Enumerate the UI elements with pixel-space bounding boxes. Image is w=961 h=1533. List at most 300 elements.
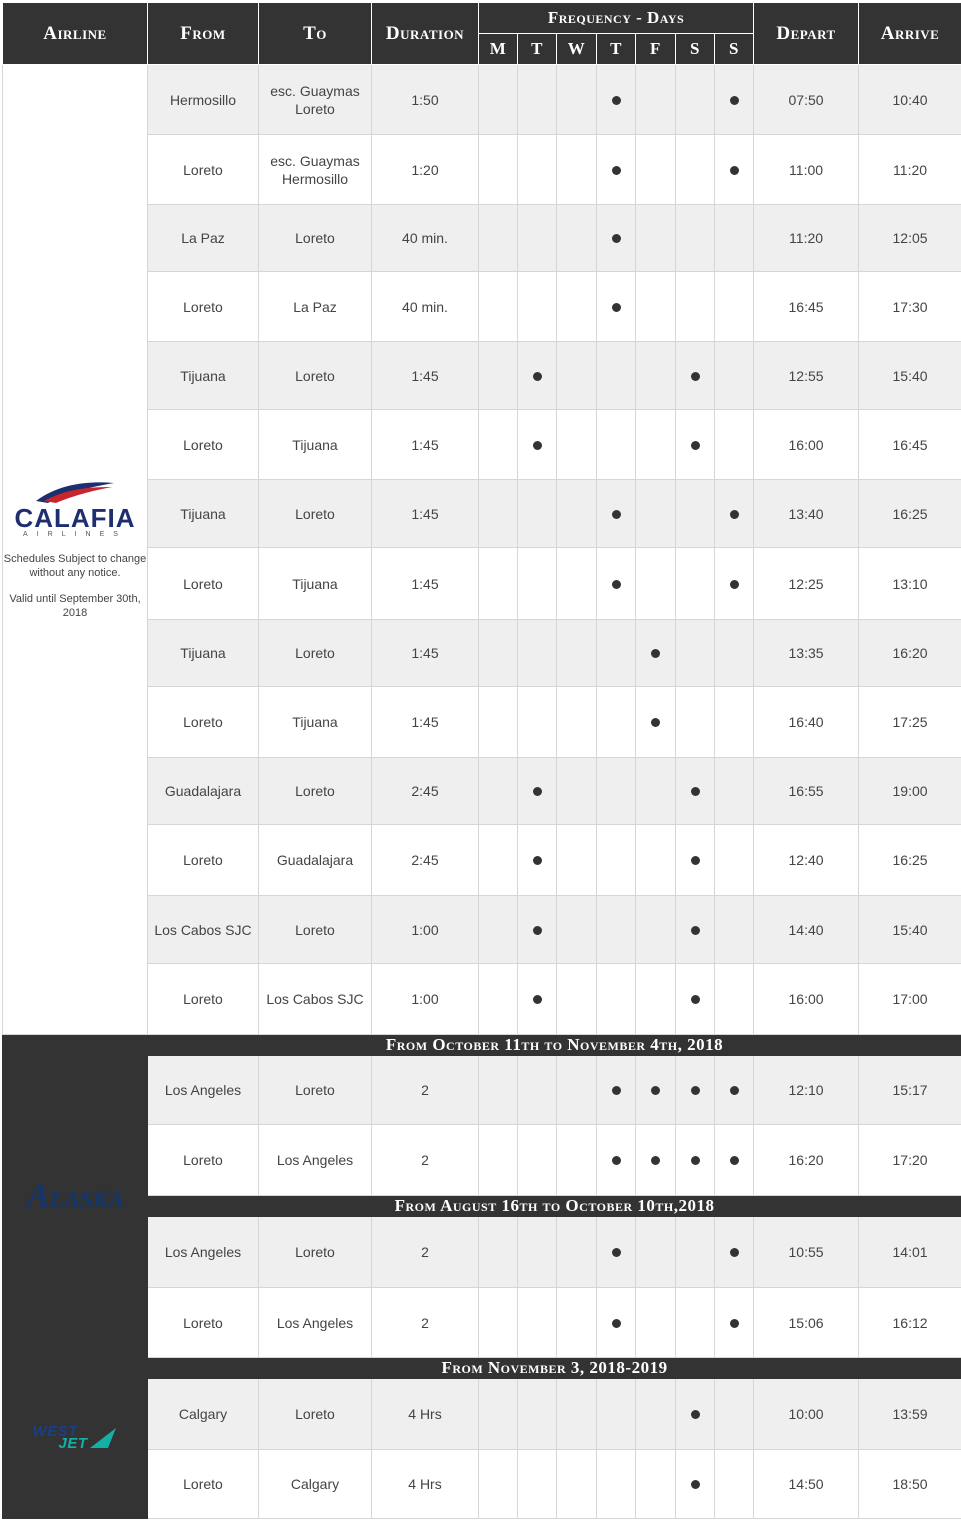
day-cell-wed [557,687,597,758]
flight-day-dot-icon [691,1480,700,1489]
from-cell: Loreto [148,135,259,205]
from-cell: Guadalajara [148,758,259,825]
depart-cell: 07:50 [754,65,859,135]
day-cell-sat [676,1288,715,1358]
to-cell: Los Angeles [259,1288,372,1358]
depart-cell: 13:40 [754,480,859,548]
depart-cell: 16:45 [754,272,859,342]
day-cell-sat [676,620,715,687]
duration-cell: 1:50 [372,65,479,135]
flight-day-dot-icon [691,1156,700,1165]
to-cell: Los Cabos SJC [259,964,372,1035]
day-cell-thu [597,825,636,896]
flight-day-dot-icon [691,1410,700,1419]
day-cell-tue [518,1125,557,1196]
to-cell: esc. Guaymas Loreto [259,65,372,135]
day-cell-fri [636,1450,676,1519]
from-cell: Los Angeles [148,1217,259,1288]
day-cell-wed [557,1056,597,1125]
day-cell-wed [557,205,597,272]
duration-cell: 2 [372,1056,479,1125]
day-cell-wed [557,410,597,480]
day-cell-fri [636,758,676,825]
day-cell-thu [597,964,636,1035]
flight-day-dot-icon [612,166,621,175]
to-cell: Tijuana [259,687,372,758]
from-cell: Loreto [148,1125,259,1196]
depart-cell: 12:10 [754,1056,859,1125]
day-cell-fri [636,480,676,548]
depart-cell: 14:50 [754,1450,859,1519]
arrive-cell: 10:40 [859,65,961,135]
header-to: To [259,3,372,65]
day-cell-wed [557,480,597,548]
depart-cell: 13:35 [754,620,859,687]
from-cell: Tijuana [148,620,259,687]
day-cell-thu [597,1125,636,1196]
from-cell: Loreto [148,1288,259,1358]
alaska-logo: Alaska [26,1176,124,1216]
duration-cell: 1:00 [372,964,479,1035]
day-cell-sat [676,65,715,135]
table-row [3,65,961,135]
day-cell-sat [676,1056,715,1125]
day-cell-wed [557,758,597,825]
duration-cell: 4 Hrs [372,1450,479,1519]
day-cell-thu [597,1379,636,1450]
from-cell: Loreto [148,687,259,758]
day-cell-thu [597,272,636,342]
day-cell-tue [518,342,557,410]
header-from: From [148,3,259,65]
arrive-cell: 15:40 [859,342,961,410]
calafia-sub: AIRLINES [23,531,127,538]
westjet-logo-west: WEST [32,1423,78,1440]
day-cell-sun [715,410,754,480]
header-day-wed: W [557,34,597,65]
arrive-cell: 17:20 [859,1125,961,1196]
header-arrive: Arrive [859,3,961,65]
day-cell-fri [636,1288,676,1358]
day-cell-fri [636,620,676,687]
day-cell-wed [557,65,597,135]
flight-day-dot-icon [533,856,542,865]
to-cell: Loreto [259,1056,372,1125]
duration-cell: 1:45 [372,410,479,480]
day-cell-sat [676,272,715,342]
flight-day-dot-icon [612,96,621,105]
band-label: From August 16th to October 10th,2018 [148,1196,961,1217]
arrive-cell: 16:45 [859,410,961,480]
day-cell-sun [715,205,754,272]
day-cell-mon [479,687,518,758]
depart-cell: 14:40 [754,896,859,964]
to-cell: Loreto [259,1379,372,1450]
arrive-cell: 14:01 [859,1217,961,1288]
day-cell-mon [479,1450,518,1519]
arrive-cell: 15:40 [859,896,961,964]
day-cell-tue [518,272,557,342]
day-cell-tue [518,135,557,205]
to-cell: La Paz [259,272,372,342]
day-cell-wed [557,342,597,410]
airline-cell-westjet [3,1358,148,1519]
header-day-sun: S [715,34,754,65]
from-cell: Tijuana [148,342,259,410]
day-cell-mon [479,758,518,825]
day-cell-mon [479,964,518,1035]
duration-cell: 2 [372,1217,479,1288]
day-cell-thu [597,342,636,410]
header-day-thu: T [597,34,636,65]
day-cell-thu [597,135,636,205]
day-cell-sat [676,825,715,896]
header-day-tue: T [518,34,557,65]
to-cell: Los Angeles [259,1125,372,1196]
day-cell-sat [676,410,715,480]
to-cell: Loreto [259,620,372,687]
day-cell-mon [479,205,518,272]
flight-day-dot-icon [612,303,621,312]
flight-day-dot-icon [691,1086,700,1095]
from-cell: Loreto [148,410,259,480]
day-cell-sun [715,1379,754,1450]
flight-day-dot-icon [730,1086,739,1095]
header-day-sat: S [676,34,715,65]
day-cell-sat [676,1217,715,1288]
day-cell-thu [597,620,636,687]
day-cell-tue [518,1217,557,1288]
to-cell: Tijuana [259,410,372,480]
to-cell: Loreto [259,480,372,548]
depart-cell: 16:00 [754,964,859,1035]
arrive-cell: 16:25 [859,825,961,896]
header-duration: Duration [372,3,479,65]
day-cell-mon [479,1379,518,1450]
day-cell-tue [518,480,557,548]
day-cell-thu [597,1217,636,1288]
depart-cell: 11:20 [754,205,859,272]
flight-day-dot-icon [730,510,739,519]
flight-day-dot-icon [533,787,542,796]
from-cell: Loreto [148,548,259,620]
day-cell-mon [479,1217,518,1288]
westjet-maple-icon [88,1426,118,1450]
to-cell: Calgary [259,1450,372,1519]
day-cell-sat [676,964,715,1035]
day-cell-thu [597,687,636,758]
header-day-fri: F [636,34,676,65]
day-cell-sun [715,548,754,620]
day-cell-tue [518,1288,557,1358]
season-band-oct-nov [3,1035,961,1056]
day-cell-tue [518,65,557,135]
from-cell: Hermosillo [148,65,259,135]
day-cell-tue [518,205,557,272]
to-cell: Loreto [259,342,372,410]
day-cell-sat [676,205,715,272]
airline-cell-alaska [3,1035,148,1358]
duration-cell: 1:45 [372,342,479,410]
flight-schedule-table [2,2,961,1519]
day-cell-sun [715,1288,754,1358]
arrive-cell: 17:25 [859,687,961,758]
day-cell-mon [479,342,518,410]
from-cell: Loreto [148,1450,259,1519]
day-cell-tue [518,1056,557,1125]
day-cell-thu [597,410,636,480]
day-cell-fri [636,1125,676,1196]
arrive-cell: 17:00 [859,964,961,1035]
day-cell-tue [518,410,557,480]
duration-cell: 40 min. [372,272,479,342]
from-cell: Loreto [148,825,259,896]
flight-day-dot-icon [691,995,700,1004]
day-cell-mon [479,896,518,964]
arrive-cell: 13:59 [859,1379,961,1450]
day-cell-wed [557,1125,597,1196]
from-cell: Loreto [148,272,259,342]
day-cell-sun [715,758,754,825]
day-cell-tue [518,1379,557,1450]
arrive-cell: 16:20 [859,620,961,687]
day-cell-sun [715,1217,754,1288]
day-cell-tue [518,620,557,687]
flight-day-dot-icon [612,1319,621,1328]
day-cell-sat [676,135,715,205]
season-band-nov-2018-2019 [3,1358,961,1379]
duration-cell: 40 min. [372,205,479,272]
flight-day-dot-icon [730,580,739,589]
day-cell-mon [479,1125,518,1196]
day-cell-sat [676,1450,715,1519]
day-cell-sun [715,1450,754,1519]
day-cell-wed [557,896,597,964]
flight-day-dot-icon [612,1086,621,1095]
from-cell: Tijuana [148,480,259,548]
flight-day-dot-icon [533,441,542,450]
duration-cell: 4 Hrs [372,1379,479,1450]
day-cell-thu [597,480,636,548]
day-cell-fri [636,964,676,1035]
flight-day-dot-icon [612,1248,621,1257]
day-cell-mon [479,480,518,548]
airline-cell-calafia [3,65,148,1035]
arrive-cell: 16:12 [859,1288,961,1358]
day-cell-tue [518,964,557,1035]
day-cell-fri [636,1379,676,1450]
westjet-logo-jet: JET [58,1435,88,1452]
duration-cell: 2:45 [372,825,479,896]
depart-cell: 16:55 [754,758,859,825]
depart-cell: 10:55 [754,1217,859,1288]
flight-day-dot-icon [533,372,542,381]
from-cell: La Paz [148,205,259,272]
flight-day-dot-icon [730,166,739,175]
day-cell-fri [636,1217,676,1288]
day-cell-mon [479,548,518,620]
duration-cell: 1:45 [372,548,479,620]
duration-cell: 1:45 [372,620,479,687]
day-cell-sun [715,1125,754,1196]
day-cell-sun [715,272,754,342]
day-cell-wed [557,135,597,205]
day-cell-wed [557,964,597,1035]
flight-day-dot-icon [691,787,700,796]
day-cell-wed [557,1450,597,1519]
band-label: From November 3, 2018-2019 [148,1358,961,1379]
day-cell-thu [597,1056,636,1125]
day-cell-fri [636,342,676,410]
flight-day-dot-icon [612,1156,621,1165]
day-cell-sat [676,758,715,825]
depart-cell: 16:00 [754,410,859,480]
calafia-name: CALAFIA [14,503,136,533]
from-cell: Los Cabos SJC [148,896,259,964]
depart-cell: 16:20 [754,1125,859,1196]
depart-cell: 12:40 [754,825,859,896]
day-cell-sun [715,342,754,410]
day-cell-sat [676,548,715,620]
duration-cell: 1:20 [372,135,479,205]
to-cell: Guadalajara [259,825,372,896]
arrive-cell: 18:50 [859,1450,961,1519]
depart-cell: 11:00 [754,135,859,205]
arrive-cell: 12:05 [859,205,961,272]
flight-day-dot-icon [691,441,700,450]
day-cell-fri [636,896,676,964]
day-cell-sat [676,1125,715,1196]
day-cell-mon [479,1056,518,1125]
flight-day-dot-icon [691,372,700,381]
depart-cell: 16:40 [754,687,859,758]
depart-cell: 15:06 [754,1288,859,1358]
day-cell-mon [479,65,518,135]
day-cell-mon [479,1288,518,1358]
day-cell-mon [479,272,518,342]
day-cell-fri [636,272,676,342]
flight-day-dot-icon [651,649,660,658]
header-day-mon: M [479,34,518,65]
flight-day-dot-icon [730,96,739,105]
day-cell-thu [597,1450,636,1519]
depart-cell: 12:25 [754,548,859,620]
westjet-logo [3,1423,147,1452]
band-label: From October 11th to November 4th, 2018 [148,1035,961,1056]
day-cell-tue [518,548,557,620]
valid-until-note: Valid until September 30th, 2018 [9,593,141,619]
day-cell-thu [597,1288,636,1358]
day-cell-fri [636,135,676,205]
to-cell: Loreto [259,205,372,272]
flight-day-dot-icon [691,856,700,865]
duration-cell: 1:00 [372,896,479,964]
flight-day-dot-icon [730,1319,739,1328]
day-cell-thu [597,896,636,964]
calafia-logo [3,479,147,620]
day-cell-sun [715,620,754,687]
to-cell: Tijuana [259,548,372,620]
header-frequency: Frequency - Days [479,3,754,34]
day-cell-sat [676,342,715,410]
duration-cell: 2 [372,1288,479,1358]
day-cell-fri [636,687,676,758]
day-cell-mon [479,825,518,896]
header-airline: Airline [3,3,148,65]
day-cell-sun [715,65,754,135]
day-cell-fri [636,65,676,135]
flight-day-dot-icon [691,926,700,935]
day-cell-fri [636,1056,676,1125]
day-cell-sun [715,480,754,548]
day-cell-sat [676,896,715,964]
day-cell-wed [557,620,597,687]
to-cell: esc. Guaymas Hermosillo [259,135,372,205]
to-cell: Loreto [259,1217,372,1288]
flight-day-dot-icon [533,995,542,1004]
duration-cell: 1:45 [372,687,479,758]
day-cell-tue [518,687,557,758]
flight-day-dot-icon [730,1156,739,1165]
flight-day-dot-icon [730,1248,739,1257]
flight-day-dot-icon [612,234,621,243]
day-cell-fri [636,410,676,480]
duration-cell: 2:45 [372,758,479,825]
day-cell-thu [597,758,636,825]
day-cell-thu [597,548,636,620]
day-cell-sat [676,687,715,758]
to-cell: Loreto [259,896,372,964]
day-cell-tue [518,825,557,896]
day-cell-sat [676,480,715,548]
arrive-cell: 19:00 [859,758,961,825]
flight-day-dot-icon [533,926,542,935]
day-cell-sat [676,1379,715,1450]
day-cell-wed [557,548,597,620]
day-cell-wed [557,272,597,342]
from-cell: Calgary [148,1379,259,1450]
flight-day-dot-icon [612,510,621,519]
day-cell-tue [518,1450,557,1519]
day-cell-fri [636,548,676,620]
flight-day-dot-icon [651,1156,660,1165]
duration-cell: 2 [372,1125,479,1196]
from-cell: Loreto [148,964,259,1035]
arrive-cell: 16:25 [859,480,961,548]
day-cell-fri [636,825,676,896]
schedule-note: Schedules Subject to change without any notice. [3,553,147,579]
from-cell: Los Angeles [148,1056,259,1125]
calafia-swoosh-icon [30,479,120,505]
arrive-cell: 13:10 [859,548,961,620]
day-cell-wed [557,1288,597,1358]
arrive-cell: 17:30 [859,272,961,342]
flight-day-dot-icon [612,580,621,589]
day-cell-wed [557,1217,597,1288]
day-cell-tue [518,758,557,825]
day-cell-sun [715,687,754,758]
day-cell-wed [557,1379,597,1450]
day-cell-sun [715,964,754,1035]
day-cell-sun [715,1056,754,1125]
day-cell-mon [479,620,518,687]
day-cell-tue [518,896,557,964]
depart-cell: 10:00 [754,1379,859,1450]
to-cell: Loreto [259,758,372,825]
day-cell-fri [636,205,676,272]
day-cell-wed [557,825,597,896]
day-cell-sun [715,896,754,964]
